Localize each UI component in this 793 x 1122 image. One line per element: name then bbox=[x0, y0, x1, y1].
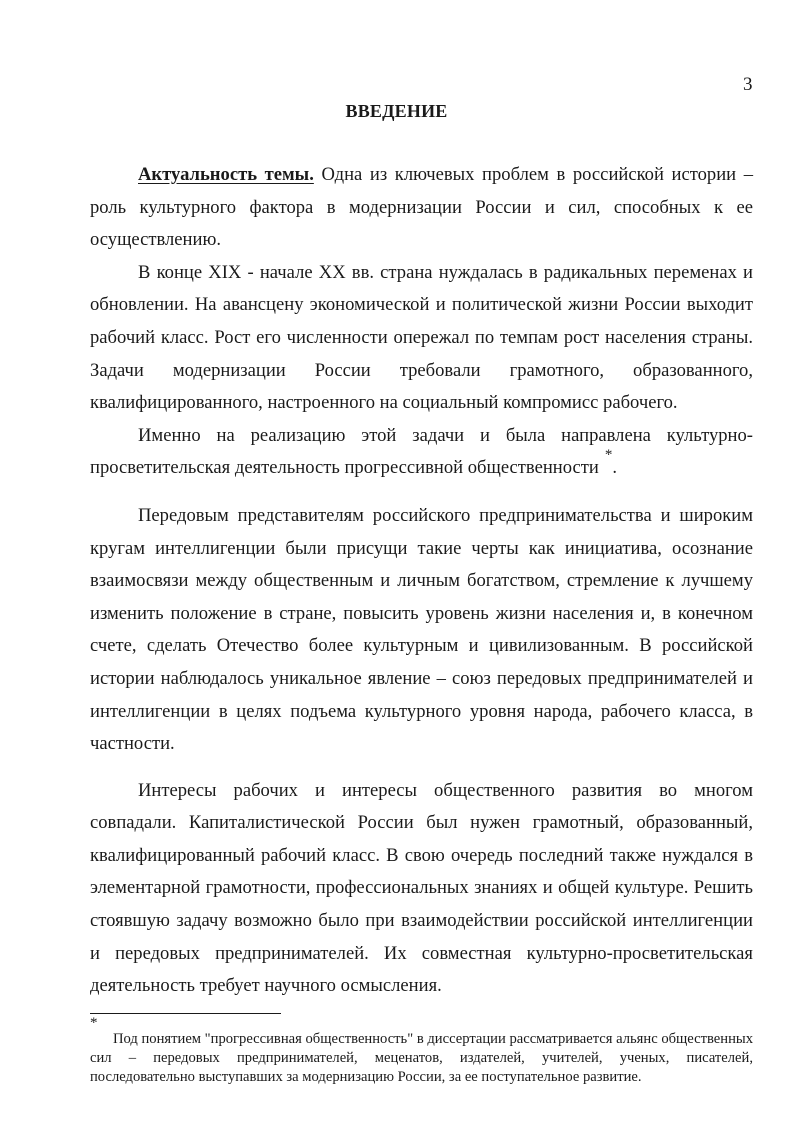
paragraph-entrepreneurs: Передовым представителям российского предпринимательства и широким кругам интеллигенции были присущи такие черты как инициатива, осознание взаимосвязи между общественным и личным богатством, стремление к лучшему изменить положение в стране, повысить уровень жизни населения и, в конечном счете, сделать Отечество более культурным и цивилизованным. В российской истории наблюдалось уникальное явление – союз передовых предпринимателей и интеллигенции в целях подъема культурного уровня народа, рабочего класса, в частности. bbox=[90, 504, 753, 755]
footnote-reference: * bbox=[604, 447, 613, 464]
paragraph-task bbox=[90, 420, 753, 486]
paragraph-relevance bbox=[90, 159, 753, 257]
relevance-lead: Актуальность темы. bbox=[138, 164, 314, 185]
task-text: Именно на реализацию этой задачи и была направлена культурно-просветительская деятельность прогрессивной общественности bbox=[90, 424, 753, 479]
paragraph-turn-of-century: В конце XIX - начале XX вв. страна нуждалась в радикальных переменах и обновлении. На авансцену экономической и политической жизни России выходит рабочий класс. Рост его численности опережал по темпам рост населения страны. Задачи модернизации России требовали грамотного, образованного, квалифицированного, настроенного на социальный компромисс рабочего. bbox=[90, 261, 753, 414]
footnote bbox=[90, 1030, 753, 1087]
page-title: ВВЕДЕНИЕ bbox=[345, 101, 448, 121]
relevance-text: Одна из ключевых проблем в российской истории – роль культурного фактора в модернизации России и сил, способных к ее осуществлению. bbox=[90, 164, 754, 251]
footnote-separator bbox=[90, 1013, 281, 1014]
footnote-marker: * bbox=[90, 1015, 98, 1031]
task-tail: . bbox=[612, 457, 617, 479]
footnote-text: Под понятием "прогрессивная общественность" в диссертации рассматривается альянс общественных сил – передовых предпринимателей, меценатов, издателей, учителей, ученых, писателей, последовательно выступавших за модернизацию России, за ее поступательное развитие. bbox=[90, 1031, 753, 1085]
paragraph-interests: Интересы рабочих и интересы общественного развития во многом совпадали. Капиталистической России был нужен грамотный, образованный, квалифицированный рабочий класс. В свою очередь последний также нуждался в элементарной грамотности, профессиональных знаниях и общей культуре. Решить стоявшую задачу возможно было при взаимодействии российской интеллигенции и передовых предпринимателей. Их совместная культурно-просветительская деятельность требует научного осмысления. bbox=[90, 779, 753, 997]
body-text bbox=[90, 159, 753, 1003]
page-number: 3 bbox=[743, 74, 753, 95]
